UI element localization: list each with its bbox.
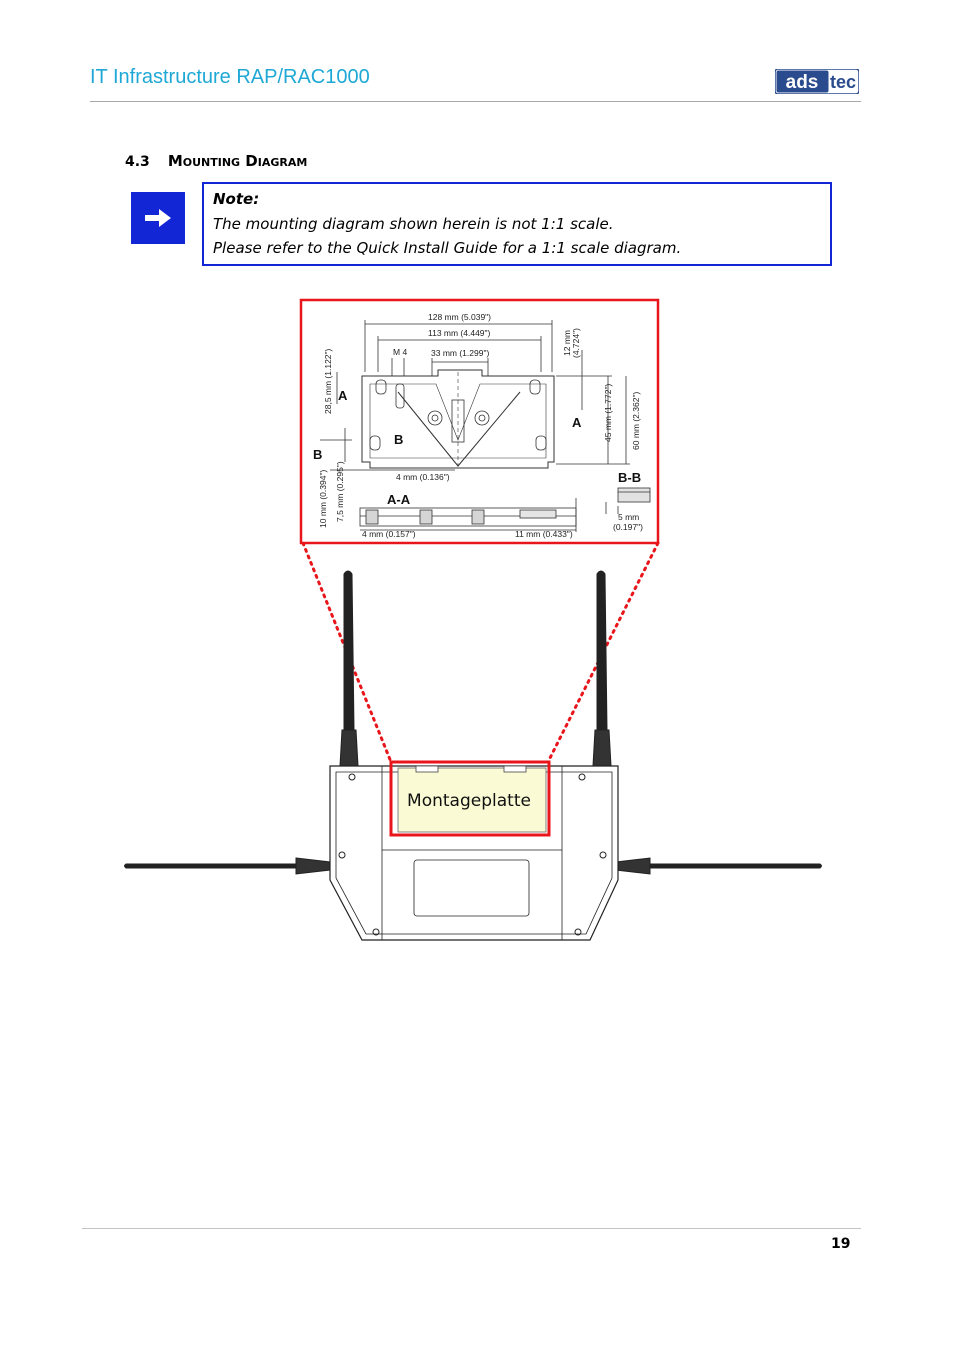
page-number: 19 xyxy=(831,1236,851,1252)
plate-slot-left xyxy=(416,766,438,772)
logo-text-tec: tec xyxy=(829,72,857,92)
dim-60mm: 60 mm (2.362") xyxy=(631,391,641,450)
dim-45mm: 45 mm (1.772") xyxy=(603,383,613,442)
dim-10mm: 10 mm (0.394") xyxy=(318,469,328,528)
header-title: IT Infrastructure RAP/RAC1000 xyxy=(90,66,370,88)
device-drawing xyxy=(125,571,822,940)
plate-slot-right xyxy=(504,766,526,772)
dim-5mm: 5 mm xyxy=(618,512,640,522)
plate-label: Montageplatte xyxy=(407,791,531,811)
dim-4mm-0157: 4 mm (0.157") xyxy=(362,529,416,539)
logo-text-ads: ads xyxy=(785,72,819,93)
dim-7-5mm: 7,5 mm (0.295") xyxy=(335,461,345,522)
dim-12mm-inch: (4.724") xyxy=(571,328,581,358)
dim-28-5mm: 28,5 mm (1.122") xyxy=(323,348,333,414)
footer-rule xyxy=(82,1228,861,1229)
dim-12mm: 12 mm xyxy=(562,330,572,356)
section-label-b-mid: B xyxy=(394,432,404,447)
note-line-1: The mounting diagram shown herein is not 1:1 scale. xyxy=(213,215,614,233)
section-number: 4.3 xyxy=(125,154,150,170)
section-title: Mounting Diagram xyxy=(167,152,308,170)
dim-11mm: 11 mm (0.433") xyxy=(515,529,573,539)
section-label-bb: B-B xyxy=(618,470,642,485)
dim-128mm: 128 mm (5.039") xyxy=(428,312,492,322)
section-label-aa: A-A xyxy=(387,492,411,507)
note-heading: Note: xyxy=(213,190,260,208)
section-label-b-left: B xyxy=(313,447,323,462)
dim-5mm-inch: (0.197") xyxy=(613,522,643,532)
section-label-a-left: A xyxy=(338,388,348,403)
dim-113mm: 113 mm (4.449") xyxy=(428,328,491,338)
section-label-a-right: A xyxy=(572,415,582,430)
dim-4mm-0136: 4 mm (0.136") xyxy=(396,472,450,482)
dim-m4: M 4 xyxy=(393,347,408,357)
note-line-2: Please refer to the Quick Install Guide for a 1:1 scale diagram. xyxy=(213,239,682,257)
dim-33mm: 33 mm (1.299") xyxy=(431,348,490,358)
